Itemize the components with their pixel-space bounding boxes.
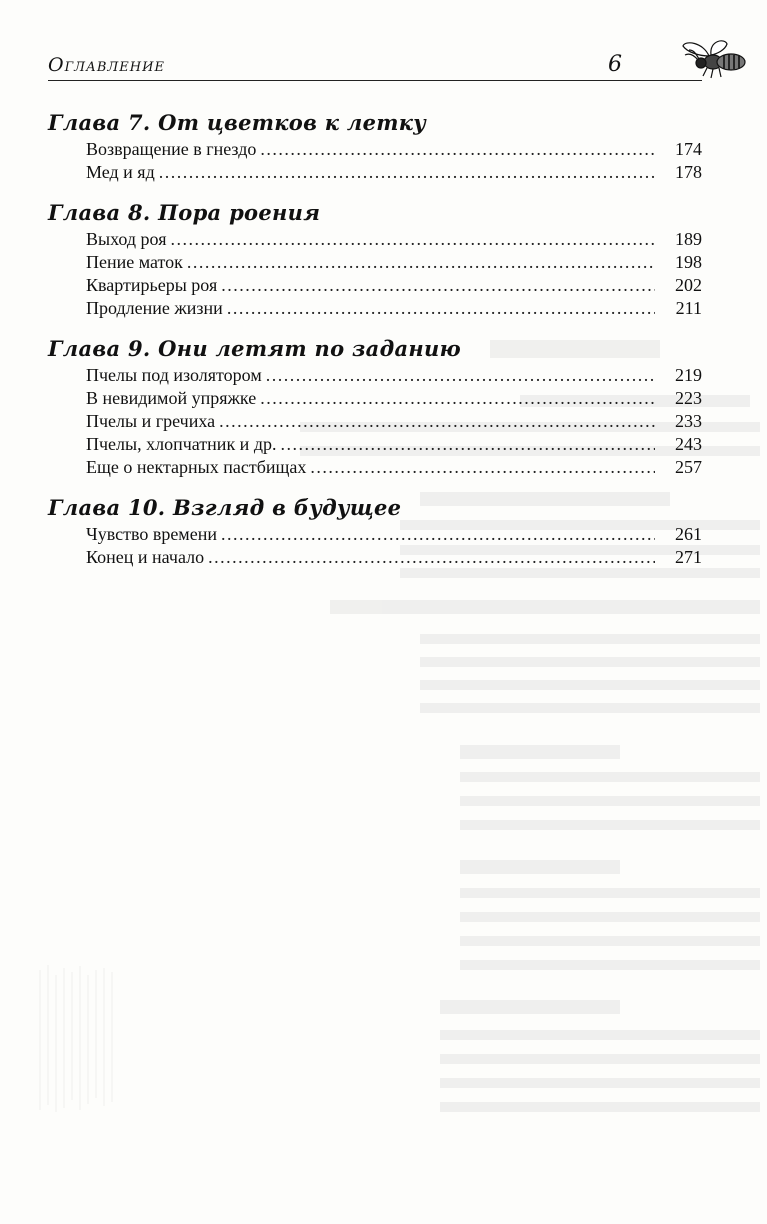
toc-entry-title: Продление жизни — [86, 298, 223, 318]
toc-entry-page: 257 — [675, 457, 702, 477]
toc-entry-title: Пение маток — [86, 252, 183, 272]
chapter-section — [48, 493, 702, 569]
toc-entry[interactable] — [86, 161, 702, 184]
toc-entry[interactable] — [86, 523, 702, 546]
dot-leader — [208, 546, 655, 569]
dot-leader — [227, 297, 655, 320]
toc-entry-title: Возвращение в гнездо — [86, 139, 257, 159]
chapter-section — [48, 334, 702, 479]
running-head-title: Оглавление — [48, 54, 165, 76]
toc-entry[interactable] — [86, 456, 702, 479]
chapter-section — [48, 108, 702, 184]
toc-entry-page: 261 — [675, 524, 702, 544]
toc-entry-page: 233 — [675, 411, 702, 431]
toc-entry-title: Пчелы и гречиха — [86, 411, 216, 431]
toc-entry[interactable] — [86, 364, 702, 387]
toc-entry-title: Выход роя — [86, 229, 167, 249]
chapter-title[interactable]: Глава 7. От цветков к летку — [48, 110, 427, 135]
toc-entry-title: Пчелы, хлопчатник и др. — [86, 434, 277, 454]
chapter-title[interactable]: Глава 8. Пора роения — [48, 200, 321, 225]
dot-leader — [221, 523, 655, 546]
dot-leader — [266, 364, 655, 387]
toc-entry-title: Мед и яд — [86, 162, 155, 182]
toc-entry[interactable] — [86, 410, 702, 433]
dot-leader — [187, 251, 655, 274]
toc-entry[interactable] — [86, 251, 702, 274]
bee-icon — [663, 36, 753, 80]
toc-entry[interactable] — [86, 274, 702, 297]
toc-entry-title: Чувство времени — [86, 524, 217, 544]
toc-entry[interactable] — [86, 387, 702, 410]
page-number: 6 — [608, 52, 622, 77]
toc-entry-title: Еще о нектарных пастбищах — [86, 457, 307, 477]
toc-entry[interactable] — [86, 546, 702, 569]
toc-entry-page: 198 — [675, 252, 702, 272]
chapter-entries — [48, 228, 702, 320]
table-of-contents — [48, 108, 702, 583]
dot-leader — [219, 410, 655, 433]
toc-entry-page: 223 — [675, 388, 702, 408]
toc-entry-page: 219 — [675, 365, 702, 385]
dot-leader — [280, 433, 655, 456]
toc-entry-title: Конец и начало — [86, 547, 205, 567]
chapter-title[interactable]: Глава 10. Взгляд в будущее — [48, 495, 402, 520]
dot-leader — [260, 138, 655, 161]
toc-entry-title: В невидимой упряжке — [86, 388, 257, 408]
toc-entry[interactable] — [86, 297, 702, 320]
chapter-entries — [48, 138, 702, 184]
toc-entry-page: 178 — [675, 162, 702, 182]
toc-entry-page: 202 — [675, 275, 702, 295]
toc-entry-title: Пчелы под изолятором — [86, 365, 262, 385]
chapter-section — [48, 198, 702, 320]
toc-entry[interactable] — [86, 433, 702, 456]
dot-leader — [221, 274, 655, 297]
chapter-title[interactable]: Глава 9. Они летят по заданию — [48, 336, 461, 361]
dot-leader — [171, 228, 656, 251]
chapter-entries — [48, 364, 702, 479]
toc-entry-page: 243 — [675, 434, 702, 454]
toc-entry-page: 211 — [675, 298, 702, 318]
toc-entry[interactable] — [86, 228, 702, 251]
chapter-entries — [48, 523, 702, 569]
toc-entry-title: Квартирьеры роя — [86, 275, 218, 295]
dot-leader — [310, 456, 655, 479]
toc-entry-page: 271 — [675, 547, 702, 567]
toc-entry-page: 174 — [675, 139, 702, 159]
page-header — [48, 50, 702, 81]
dot-leader — [159, 161, 655, 184]
dot-leader — [260, 387, 655, 410]
toc-entry[interactable] — [86, 138, 702, 161]
toc-entry-page: 189 — [675, 229, 702, 249]
